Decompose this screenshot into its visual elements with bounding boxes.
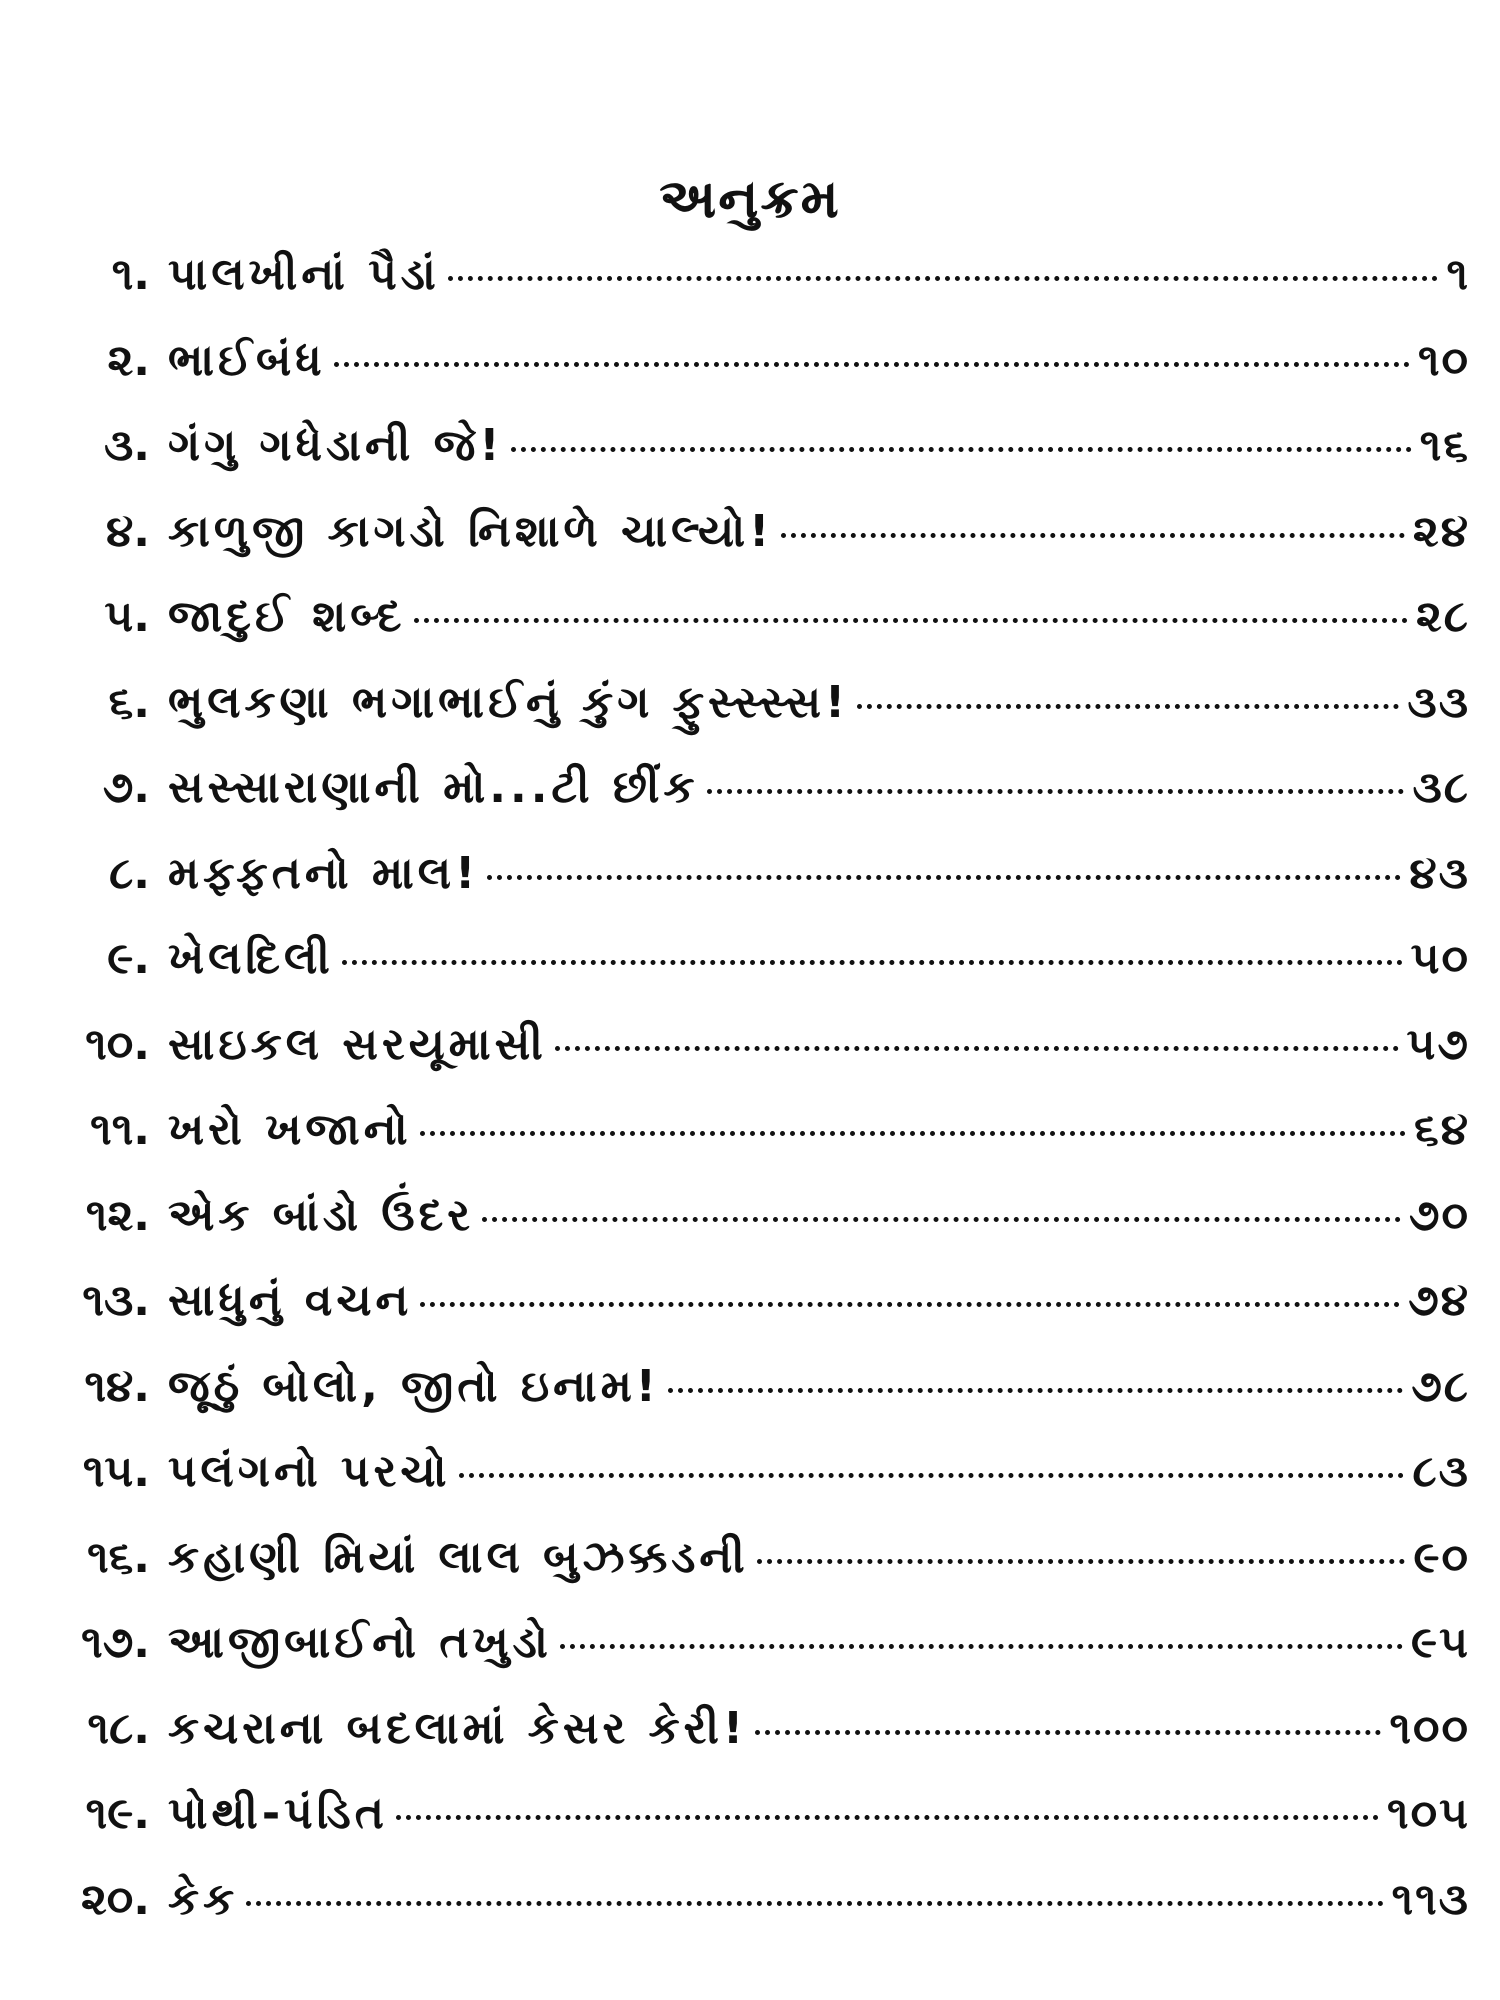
toc-entry-number: ૧૩.	[82, 1275, 150, 1326]
toc-entry-title: ભુલકણા ભગાભાઈનું કુંગ ફુસ્સ્સ્સ!	[168, 676, 850, 728]
toc-entry-title: એક બાંડો ઉંદર	[168, 1189, 474, 1241]
toc-entry	[30, 245, 1470, 331]
toc-entry	[30, 1100, 1470, 1186]
page-title: અનુક્રમ	[659, 167, 841, 231]
toc-entry	[30, 1015, 1470, 1101]
toc-entry-number: ૧.	[111, 249, 150, 300]
toc-entry-number: ૭.	[102, 762, 150, 813]
toc-entry	[30, 1271, 1470, 1357]
toc-entry-page-number: ૧૦	[1417, 334, 1470, 386]
toc-entry-page-number: ૧૦૫	[1387, 1788, 1470, 1839]
toc-dot-leader	[755, 1730, 1381, 1735]
toc-dot-leader	[246, 1901, 1383, 1906]
toc-dot-leader	[707, 789, 1405, 794]
toc-entry-page-number: ૩૩	[1407, 676, 1470, 728]
toc-dot-leader	[668, 1388, 1403, 1393]
toc-entry-title: ભાઈબંધ	[168, 334, 326, 386]
toc-entry-page-number: ૭૮	[1411, 1360, 1470, 1412]
toc-entry-number: ૧૭.	[81, 1617, 150, 1668]
toc-entry-page-number: ૫૦	[1410, 933, 1470, 984]
toc-entry-title: પાલખીનાં પૈડાં	[168, 249, 440, 300]
toc-entry-page-number: ૯૦	[1413, 1531, 1470, 1583]
toc-entry-number: ૬.	[108, 676, 150, 728]
toc-entry-number: ૧૧.	[90, 1104, 150, 1155]
toc-entry-page-number: ૧૦૦	[1389, 1702, 1470, 1754]
toc-entry-title: ખેલદિલી	[168, 933, 334, 984]
toc-entry-number: ૧૫.	[82, 1446, 150, 1497]
toc-entry-title: ખરો ખજાનો	[168, 1104, 412, 1155]
toc-dot-leader	[560, 1644, 1403, 1649]
toc-entry-title: સાધુનું વચન	[168, 1275, 413, 1326]
toc-entry-title: કહાણી મિયાં લાલ બુઝક્કડની	[168, 1531, 749, 1583]
toc-dot-leader	[511, 447, 1411, 452]
toc-entry	[30, 1699, 1470, 1785]
toc-entry	[30, 1186, 1470, 1272]
toc-entry-number: ૧૦.	[85, 1018, 150, 1070]
toc-entry-number: ૧૮.	[87, 1702, 150, 1754]
toc-entry	[30, 331, 1470, 417]
toc-entry	[30, 1357, 1470, 1443]
toc-entry	[30, 587, 1470, 673]
toc-entry	[30, 673, 1470, 759]
toc-entry-title: મફ્ફતનો માલ!	[168, 847, 480, 899]
toc-entry-title: જૂઠું બોલો, જીતો ઇનામ!	[168, 1360, 660, 1412]
toc-entry-page-number: ૧૧૩	[1391, 1873, 1470, 1925]
toc-entry-number: ૩.	[103, 420, 150, 471]
toc-entry	[30, 1442, 1470, 1528]
toc-entry	[30, 1784, 1470, 1870]
toc-entry-number: ૧૯.	[85, 1788, 150, 1839]
toc-entry-page-number: ૭૦	[1408, 1189, 1470, 1241]
toc-entry-title: કાળુજી કાગડો નિશાળે ચાલ્યો!	[168, 505, 774, 557]
toc-entry-title: પોથી-પંડિત	[168, 1788, 388, 1839]
toc-entry-title: જાદુઈ શબ્દ	[168, 591, 406, 642]
toc-entry-page-number: ૮૩	[1412, 1446, 1470, 1497]
toc-dot-leader	[857, 704, 1399, 709]
toc-dot-leader	[334, 362, 1410, 367]
toc-dot-leader	[420, 1302, 1400, 1307]
toc-entry-title: ગંગુ ગધેડાની જે!	[168, 420, 504, 471]
toc-entry-page-number: ૨૪	[1412, 505, 1470, 557]
toc-entry-number: ૮.	[109, 847, 150, 899]
toc-entry-title: પલંગનો પરચો	[168, 1446, 451, 1497]
toc-entry-page-number: ૧	[1446, 249, 1470, 300]
toc-dot-leader	[414, 618, 1408, 623]
toc-entry-page-number: ૨૮	[1415, 591, 1470, 642]
toc-entry-title: સાઇકલ સરયૂમાસી	[168, 1018, 547, 1070]
toc-entry-number: ૯.	[107, 933, 150, 984]
table-of-contents	[30, 245, 1470, 1955]
toc-entry-page-number: ૧૬	[1419, 420, 1470, 471]
toc-dot-leader	[342, 960, 1403, 965]
toc-entry	[30, 416, 1470, 502]
toc-entry	[30, 929, 1470, 1015]
toc-entry-page-number: ૬૪	[1414, 1104, 1470, 1155]
toc-entry-page-number: ૯૫	[1411, 1617, 1470, 1668]
toc-entry	[30, 1870, 1470, 1956]
toc-dot-leader	[555, 1046, 1399, 1051]
toc-dot-leader	[420, 1131, 1407, 1136]
toc-entry-page-number: ૭૪	[1408, 1275, 1470, 1326]
toc-dot-leader	[487, 875, 1401, 880]
toc-dot-leader	[482, 1217, 1401, 1222]
toc-entry-page-number: ૪૩	[1409, 847, 1470, 899]
toc-entry-number: ૧૪.	[84, 1360, 150, 1412]
toc-entry	[30, 1613, 1470, 1699]
toc-entry	[30, 1528, 1470, 1614]
toc-entry-title: સસ્સારાણાની મો...ટી છીંક	[168, 762, 699, 813]
toc-entry-number: ૧૬.	[87, 1531, 150, 1583]
toc-entry-number: ૧૨.	[85, 1189, 150, 1241]
toc-dot-leader	[396, 1815, 1379, 1820]
toc-entry-page-number: ૫૭	[1406, 1018, 1470, 1070]
toc-entry-number: ૫.	[104, 591, 150, 642]
toc-entry	[30, 758, 1470, 844]
toc-dot-leader	[757, 1559, 1406, 1564]
toc-entry-title: કેક	[168, 1873, 239, 1925]
toc-entry-number: ૪.	[106, 505, 150, 557]
toc-entry-title: કચરાના બદલામાં કેસર કેરી!	[168, 1702, 748, 1754]
toc-dot-leader	[448, 276, 1439, 281]
toc-dot-leader	[781, 533, 1405, 538]
toc-dot-leader	[459, 1473, 1405, 1478]
toc-entry	[30, 502, 1470, 588]
toc-entry	[30, 844, 1470, 930]
toc-entry-number: ૨૦.	[80, 1873, 150, 1925]
toc-entry-page-number: ૩૮	[1412, 762, 1470, 813]
toc-entry-number: ૨.	[107, 334, 150, 386]
toc-entry-title: આજીબાઈનો તખુડો	[168, 1617, 552, 1668]
